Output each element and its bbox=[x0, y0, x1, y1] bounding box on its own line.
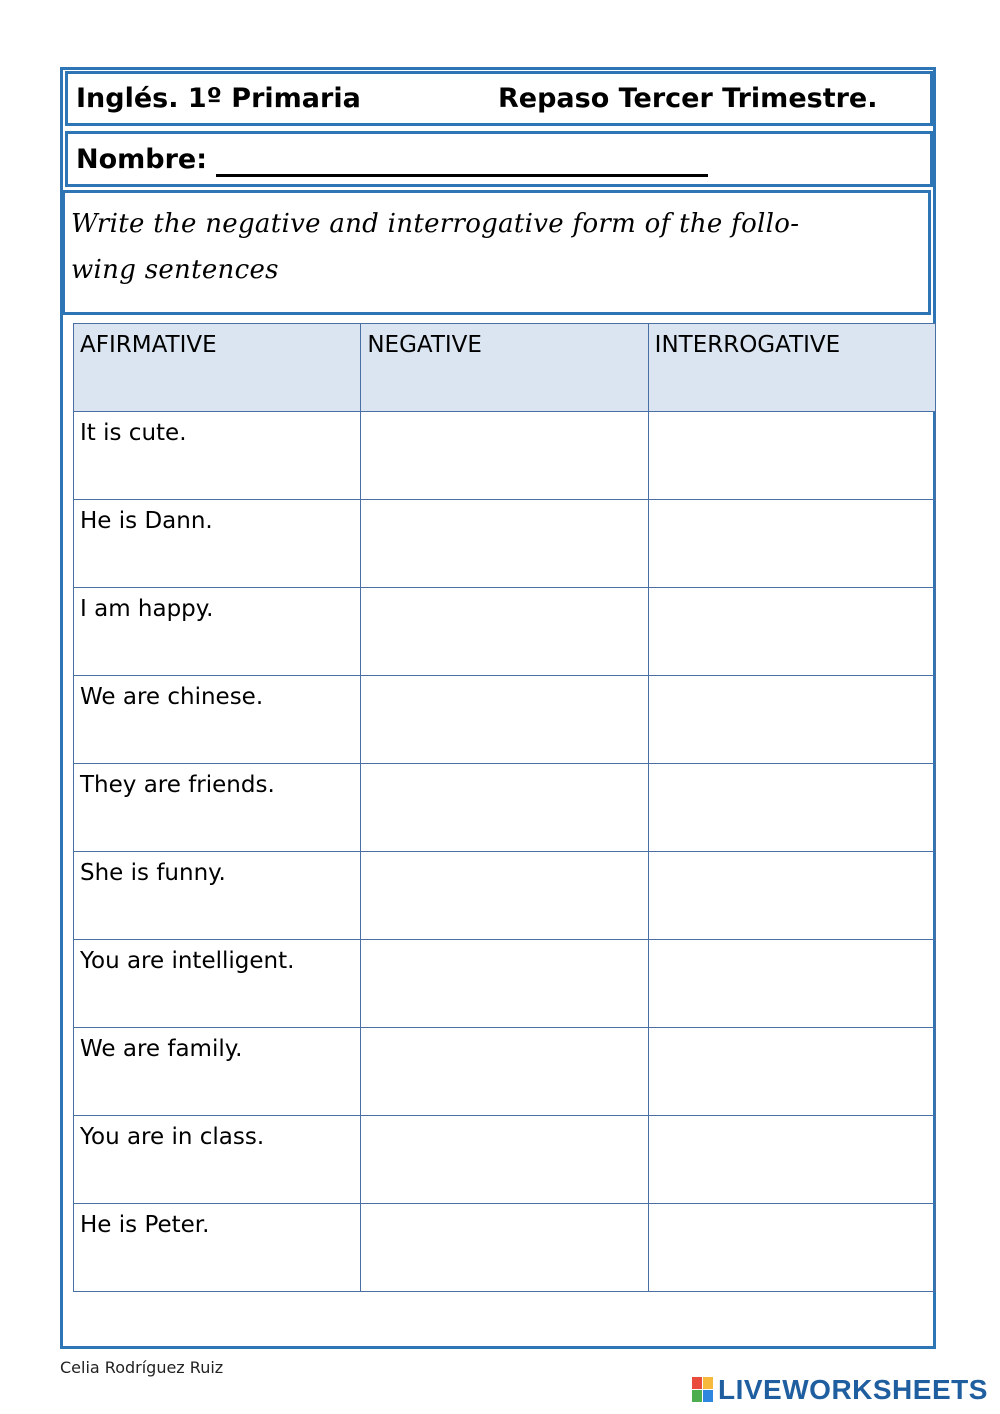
interrogative-answer-cell[interactable] bbox=[648, 852, 935, 940]
interrogative-answer-cell[interactable] bbox=[648, 588, 935, 676]
instructions-line-2: wing sentences bbox=[71, 255, 279, 285]
table-row bbox=[74, 1116, 936, 1204]
name-bar bbox=[65, 131, 933, 187]
affirmative-cell: You are intelligent. bbox=[74, 940, 361, 1028]
affirmative-cell: She is funny. bbox=[74, 852, 361, 940]
affirmative-cell: We are family. bbox=[74, 1028, 361, 1116]
negative-answer-cell[interactable] bbox=[361, 1116, 648, 1204]
negative-answer-cell[interactable] bbox=[361, 500, 648, 588]
course-title: Inglés. 1º Primaria bbox=[76, 83, 361, 114]
negative-answer-cell[interactable] bbox=[361, 412, 648, 500]
instructions-text bbox=[65, 193, 807, 293]
instructions-box bbox=[62, 190, 931, 315]
name-input-line[interactable] bbox=[216, 174, 708, 177]
title-bar bbox=[65, 71, 933, 126]
table-row bbox=[74, 940, 936, 1028]
table-row bbox=[74, 1204, 936, 1292]
review-title: Repaso Tercer Trimestre. bbox=[498, 83, 878, 114]
column-header-interrogative: INTERROGATIVE bbox=[648, 324, 935, 412]
negative-answer-cell[interactable] bbox=[361, 764, 648, 852]
interrogative-answer-cell[interactable] bbox=[648, 1116, 935, 1204]
table-row bbox=[74, 764, 936, 852]
affirmative-cell: He is Dann. bbox=[74, 500, 361, 588]
name-label: Nombre: bbox=[76, 143, 208, 175]
table-row bbox=[74, 1028, 936, 1116]
liveworksheets-logo[interactable] bbox=[692, 1374, 988, 1406]
table-row bbox=[74, 852, 936, 940]
affirmative-cell: He is Peter. bbox=[74, 1204, 361, 1292]
interrogative-answer-cell[interactable] bbox=[648, 1204, 935, 1292]
negative-answer-cell[interactable] bbox=[361, 852, 648, 940]
affirmative-cell: It is cute. bbox=[74, 412, 361, 500]
instructions-line-1: Write the negative and interrogative form of the follo- bbox=[71, 209, 800, 239]
liveworksheets-icon bbox=[692, 1377, 714, 1403]
table-row bbox=[74, 500, 936, 588]
column-header-afirmative: AFIRMATIVE bbox=[74, 324, 361, 412]
table-row bbox=[74, 412, 936, 500]
author-credit: Celia Rodríguez Ruiz bbox=[60, 1358, 224, 1377]
table-header-row bbox=[74, 324, 936, 412]
interrogative-answer-cell[interactable] bbox=[648, 1028, 935, 1116]
negative-answer-cell[interactable] bbox=[361, 940, 648, 1028]
interrogative-answer-cell[interactable] bbox=[648, 500, 935, 588]
interrogative-answer-cell[interactable] bbox=[648, 940, 935, 1028]
exercise-table bbox=[73, 323, 936, 1292]
logo-text: LIVEWORKSHEETS bbox=[718, 1374, 988, 1405]
negative-answer-cell[interactable] bbox=[361, 676, 648, 764]
interrogative-answer-cell[interactable] bbox=[648, 412, 935, 500]
table-row bbox=[74, 588, 936, 676]
column-header-negative: NEGATIVE bbox=[361, 324, 648, 412]
negative-answer-cell[interactable] bbox=[361, 588, 648, 676]
interrogative-answer-cell[interactable] bbox=[648, 676, 935, 764]
negative-answer-cell[interactable] bbox=[361, 1204, 648, 1292]
negative-answer-cell[interactable] bbox=[361, 1028, 648, 1116]
interrogative-answer-cell[interactable] bbox=[648, 764, 935, 852]
table-row bbox=[74, 676, 936, 764]
affirmative-cell: You are in class. bbox=[74, 1116, 361, 1204]
affirmative-cell: They are friends. bbox=[74, 764, 361, 852]
affirmative-cell: I am happy. bbox=[74, 588, 361, 676]
affirmative-cell: We are chinese. bbox=[74, 676, 361, 764]
